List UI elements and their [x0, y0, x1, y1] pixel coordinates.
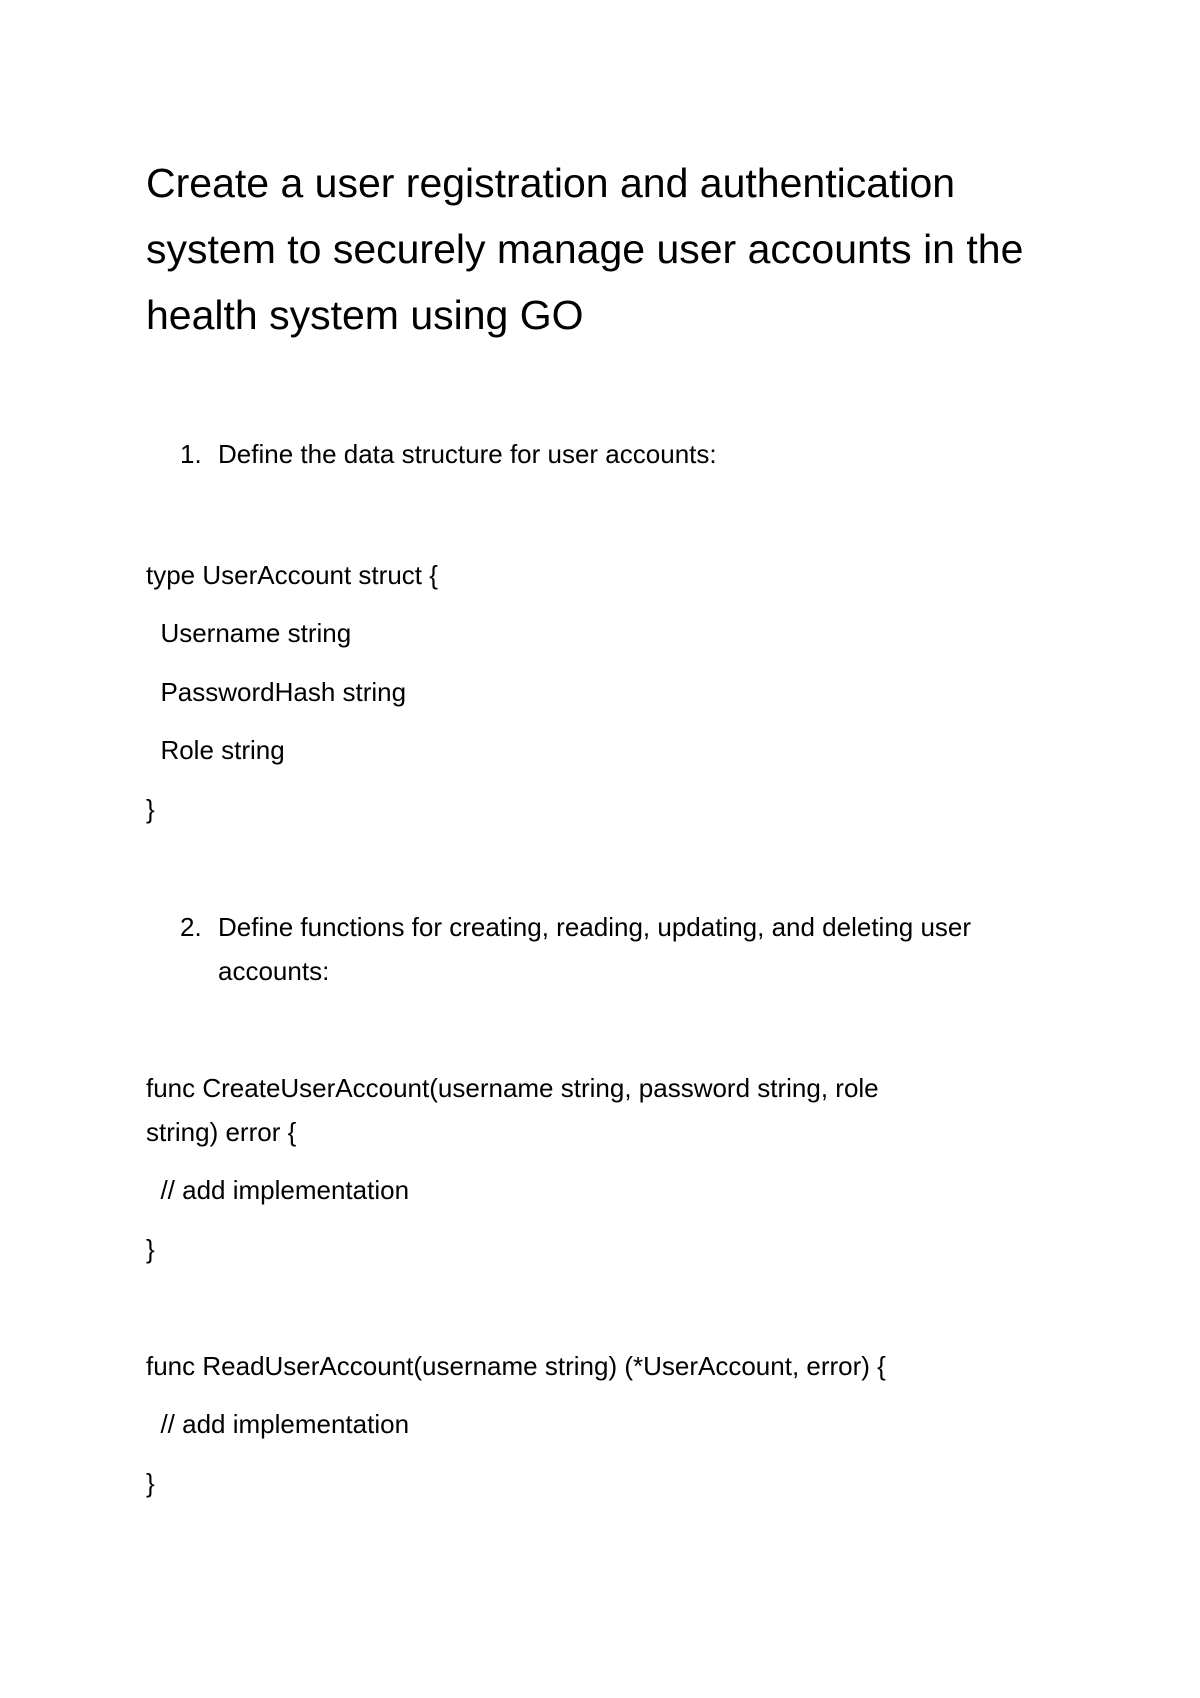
code-line: PasswordHash string — [146, 677, 407, 707]
code-line: } — [146, 1234, 155, 1264]
document-title: Create a user registration and authentication system to securely manage user accounts in the health system using GO — [146, 160, 1024, 338]
code-line: Role string — [146, 735, 285, 765]
code-line: } — [146, 1468, 155, 1498]
code-line: type UserAccount struct { — [146, 560, 438, 590]
list-item-step-2 — [180, 905, 1080, 993]
code-line: // add implementation — [146, 1409, 410, 1439]
code-line: func ReadUserAccount(username string) (*UserAccount, error) { — [146, 1351, 886, 1381]
code-line: func CreateUserAccount(username string, password string, role — [146, 1073, 879, 1103]
list-number: 1. — [180, 439, 202, 469]
code-line: string) error { — [146, 1117, 297, 1147]
list-text: Define the data structure for user accounts: — [218, 439, 717, 469]
list-text: Define functions for creating, reading, updating, and deleting user accounts: — [218, 912, 972, 986]
list-number: 2. — [180, 912, 202, 942]
code-line: Username string — [146, 618, 352, 648]
list-item-step-1 — [180, 432, 1080, 476]
code-line: } — [146, 794, 155, 824]
code-line: // add implementation — [146, 1175, 410, 1205]
